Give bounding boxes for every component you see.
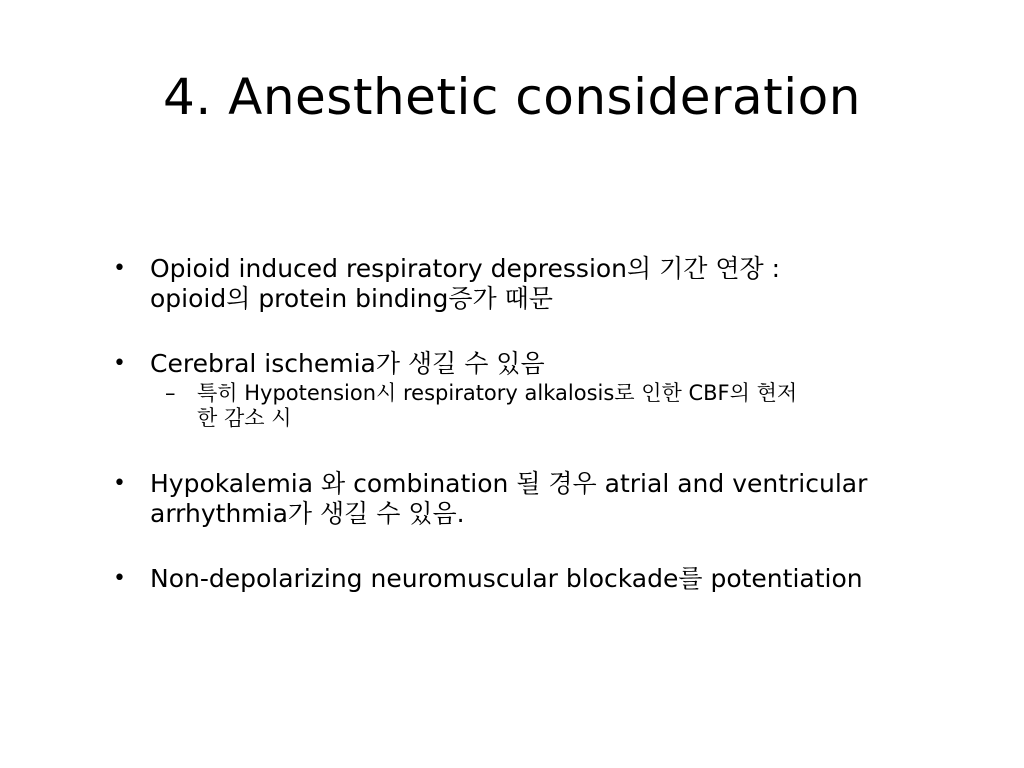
bullet-icon: • bbox=[113, 566, 126, 591]
bullet-text-line: Opioid induced respiratory depression의 기간 연장 : bbox=[150, 254, 781, 283]
bullet-list bbox=[108, 254, 928, 629]
bullet-text-line: Non-depolarizing neuromuscular blockade를 potentiation bbox=[150, 564, 863, 593]
dash-icon: – bbox=[165, 381, 176, 405]
bullet-text-line: Hypokalemia 와 combination 될 경우 atrial and ventricular bbox=[150, 469, 868, 498]
sub-bullet-text-line: 한 감소 시 bbox=[197, 406, 292, 430]
bullet-item-neuromuscular bbox=[108, 564, 928, 594]
sub-bullet-item-hypotension bbox=[150, 381, 928, 431]
bullet-item-opioid bbox=[108, 254, 928, 314]
sub-bullet-text-line: 특히 Hypotension시 respiratory alkalosis로 인한 CBF의 현저 bbox=[197, 381, 798, 405]
slide-title: 4. Anesthetic consideration bbox=[163, 68, 861, 126]
bullet-item-hypokalemia bbox=[108, 469, 928, 529]
bullet-item-ischemia bbox=[108, 349, 928, 431]
bullet-icon: • bbox=[113, 256, 126, 281]
bullet-icon: • bbox=[113, 471, 126, 496]
bullet-icon: • bbox=[113, 351, 126, 376]
bullet-text-line: arrhythmia가 생길 수 있음. bbox=[150, 499, 465, 528]
bullet-text-line: opioid의 protein binding증가 때문 bbox=[150, 284, 553, 313]
bullet-text-line: Cerebral ischemia가 생길 수 있음 bbox=[150, 349, 545, 378]
